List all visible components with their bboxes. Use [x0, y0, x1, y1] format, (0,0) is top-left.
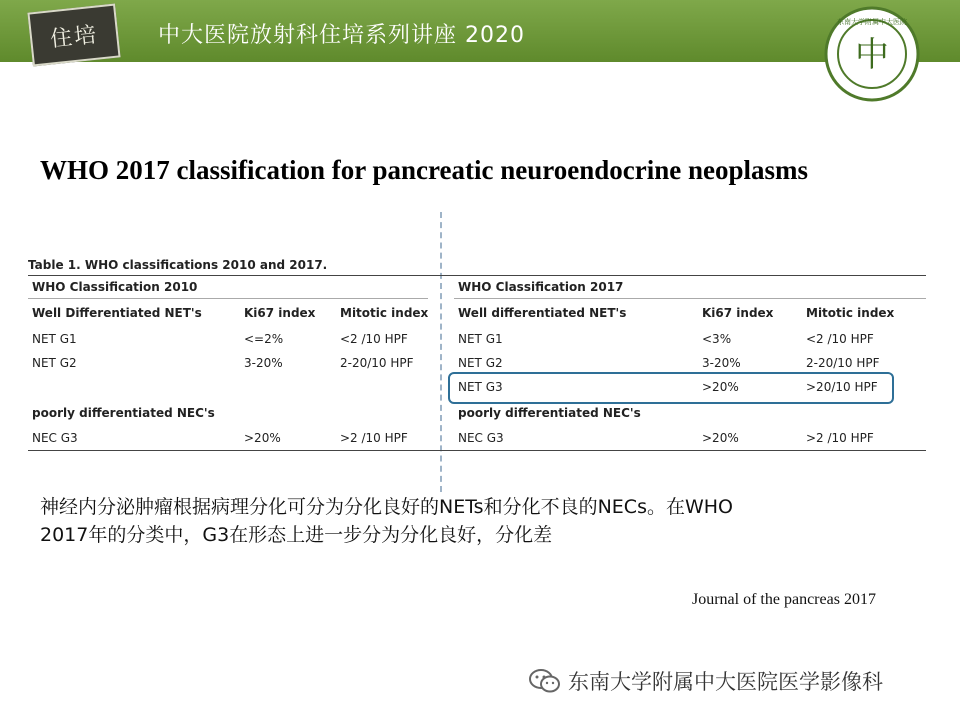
body-text	[40, 493, 920, 549]
net-g3-highlight-box	[448, 372, 894, 404]
cell-2017-g3-ki67: >20%	[702, 380, 739, 394]
logo-text: 东南大学附属中大医院	[837, 18, 907, 26]
cell-2017-nec-grade: NEC G3	[458, 431, 504, 445]
header-stamp: 住培	[27, 4, 120, 67]
wechat-icon	[528, 668, 562, 694]
footer-watermark	[528, 666, 883, 696]
cell-2017-g3-grade: NET G3	[458, 380, 503, 394]
rule-2010	[28, 298, 428, 299]
cell-2010-g1-ki67: <=2%	[244, 332, 284, 346]
section-2017: WHO Classification 2017	[458, 280, 624, 294]
table-caption: Table 1. WHO classifications 2010 and 2017.	[28, 258, 328, 272]
cell-2017-g2-ki67: 3-20%	[702, 356, 741, 370]
cell-2010-nec-grade: NEC G3	[32, 431, 78, 445]
header-bar	[0, 0, 960, 62]
cell-2010-g2-grade: NET G2	[32, 356, 77, 370]
section-2010: WHO Classification 2010	[32, 280, 198, 294]
header-title: 中大医院放射科住培系列讲座 2020	[158, 23, 525, 48]
poor-label-2017: poorly differentiated NEC's	[458, 406, 641, 420]
hospital-seal-icon	[824, 6, 920, 102]
cell-2010-g2-mitotic: 2-20/10 HPF	[340, 356, 414, 370]
header-2010-category: Well Differentiated NET's	[32, 306, 202, 320]
header-2010-mitotic: Mitotic index	[340, 306, 429, 320]
citation: Journal of the pancreas 2017	[692, 591, 876, 608]
table-top-rule	[28, 275, 926, 276]
poor-label-2010: poorly differentiated NEC's	[32, 406, 215, 420]
svg-text:中: 中	[855, 35, 889, 75]
cell-2017-g1-mitotic: <2 /10 HPF	[806, 332, 874, 346]
cell-2010-nec-mitotic: >2 /10 HPF	[340, 431, 408, 445]
cell-2017-g2-mitotic: 2-20/10 HPF	[806, 356, 880, 370]
cell-2017-g2-grade: NET G2	[458, 356, 503, 370]
cell-2017-g1-grade: NET G1	[458, 332, 503, 346]
footer-text: 东南大学附属中大医院医学影像科	[568, 670, 883, 694]
cell-2010-g1-grade: NET G1	[32, 332, 77, 346]
cell-2010-nec-ki67: >20%	[244, 431, 281, 445]
cell-2010-g1-mitotic: <2 /10 HPF	[340, 332, 408, 346]
cell-2010-g2-ki67: 3-20%	[244, 356, 283, 370]
header-2017-ki67: Ki67 index	[702, 306, 774, 320]
header-2010-ki67: Ki67 index	[244, 306, 316, 320]
cell-2017-g1-ki67: <3%	[702, 332, 732, 346]
who-classification-table	[28, 258, 926, 450]
header-2017-mitotic: Mitotic index	[806, 306, 895, 320]
cell-2017-nec-mitotic: >2 /10 HPF	[806, 431, 874, 445]
cell-2017-nec-ki67: >20%	[702, 431, 739, 445]
body-line-1: 神经内分泌肿瘤根据病理分化可分为分化良好的NETs和分化不良的NECs。在WHO	[40, 496, 733, 518]
table-bottom-rule	[28, 450, 926, 451]
body-line-2: 2017年的分类中，G3在形态上进一步分为分化良好，分化差	[40, 524, 553, 546]
header-2017-category: Well differentiated NET's	[458, 306, 627, 320]
rule-2017	[454, 298, 926, 299]
cell-2017-g3-mitotic: >20/10 HPF	[806, 380, 878, 394]
slide-title: WHO 2017 classification for pancreatic neuroendocrine neoplasms	[40, 155, 808, 185]
